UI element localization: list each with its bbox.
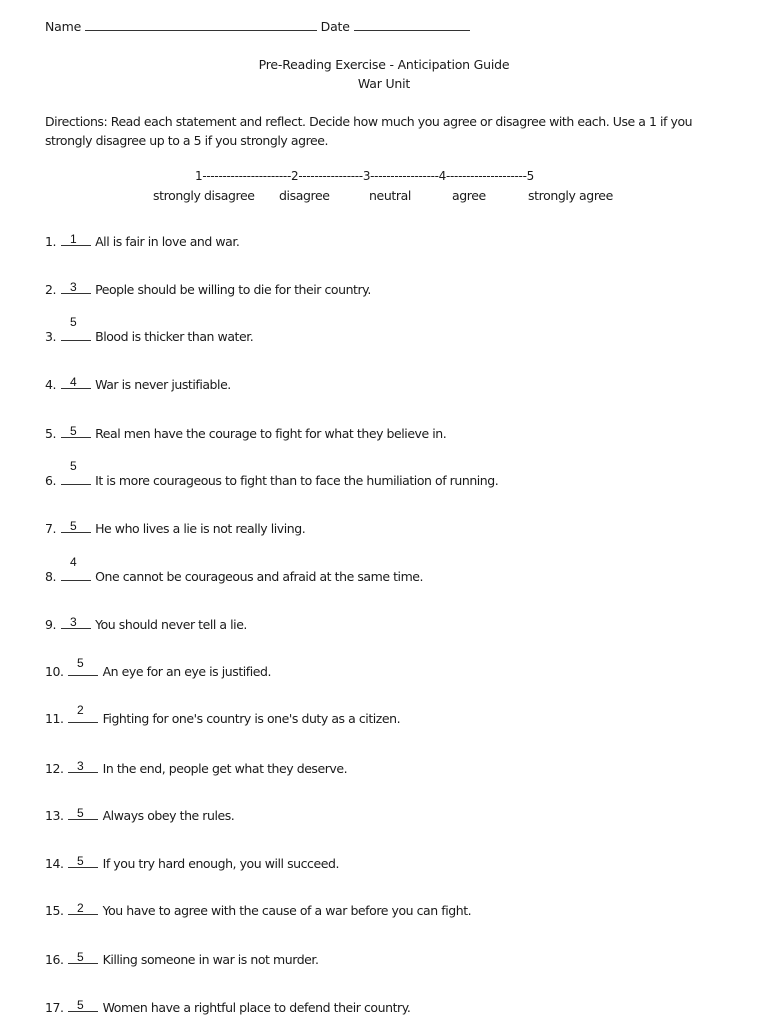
scale-label-1: strongly disagree (153, 188, 255, 203)
answer-value: 4 (70, 375, 77, 389)
answer-blank[interactable] (61, 330, 91, 341)
answer-value: 3 (70, 615, 77, 629)
answer-value: 5 (70, 459, 77, 473)
statement-text: War is never justifiable. (91, 377, 231, 392)
statement-row (45, 282, 371, 297)
statement-number: 7. (45, 521, 60, 536)
statement-number: 12. (45, 761, 68, 776)
statement-text: People should be willing to die for their country. (91, 282, 371, 297)
statement-number: 13. (45, 808, 68, 823)
statement-number: 16. (45, 952, 68, 967)
scale-label-5: strongly agree (528, 188, 613, 203)
statement-number: 5. (45, 426, 60, 441)
answer-value: 3 (77, 759, 84, 773)
date-field-line[interactable] (354, 20, 470, 31)
name-field-line[interactable] (85, 20, 317, 31)
statement-row (45, 808, 234, 823)
statement-row (45, 903, 471, 918)
answer-value: 5 (77, 950, 84, 964)
statement-text: He who lives a lie is not really living. (91, 521, 306, 536)
statement-number: 6. (45, 473, 60, 488)
statement-number: 15. (45, 903, 68, 918)
statement-number: 10. (45, 664, 68, 679)
statement-text: Real men have the courage to fight for what they believe in. (91, 426, 447, 441)
statement-number: 4. (45, 377, 60, 392)
statement-text: Killing someone in war is not murder. (99, 952, 319, 967)
statement-text: You have to agree with the cause of a war before you can fight. (99, 903, 472, 918)
answer-value: 5 (70, 519, 77, 533)
answer-value: 5 (77, 854, 84, 868)
statement-text: You should never tell a lie. (91, 617, 247, 632)
statement-number: 3. (45, 329, 60, 344)
statement-row (45, 426, 446, 441)
statement-number: 8. (45, 569, 60, 584)
statement-row (45, 711, 400, 726)
answer-value: 5 (77, 998, 84, 1012)
statement-row (45, 1000, 410, 1015)
page-title: Pre-Reading Exercise - Anticipation Guide (258, 57, 510, 72)
statement-text: An eye for an eye is justified. (99, 664, 272, 679)
statement-text: Fighting for one's country is one's duty as a citizen. (99, 711, 401, 726)
rating-scale-line: 1----------------------2----------------3-----------------4--------------------5 (195, 169, 534, 183)
statement-text: If you try hard enough, you will succeed. (99, 856, 339, 871)
answer-value: 5 (77, 806, 84, 820)
answer-blank[interactable] (61, 570, 91, 581)
statement-text: Always obey the rules. (99, 808, 235, 823)
answer-value: 5 (70, 315, 77, 329)
scale-label-3: neutral (369, 188, 411, 203)
answer-value: 3 (70, 280, 77, 294)
statement-text: Women have a rightful place to defend their country. (99, 1000, 411, 1015)
answer-value: 4 (70, 555, 77, 569)
statement-number: 17. (45, 1000, 68, 1015)
statement-text: One cannot be courageous and afraid at the same time. (91, 569, 424, 584)
answer-blank[interactable] (61, 474, 91, 485)
name-label: Name (45, 19, 82, 34)
scale-label-2: disagree (279, 188, 330, 203)
answer-value: 1 (70, 232, 77, 246)
statement-row (45, 329, 253, 344)
directions-text: Directions: Read each statement and reflect. Decide how much you agree or disagree with each. Use a 1 if you strongly disagree up to a 5 if you strongly agree. (45, 114, 693, 148)
statement-row (45, 521, 305, 536)
answer-value: 2 (77, 703, 84, 717)
statement-number: 1. (45, 234, 60, 249)
answer-value: 2 (77, 901, 84, 915)
header-row (45, 19, 470, 34)
statement-text: Blood is thicker than water. (91, 329, 254, 344)
date-label: Date (320, 19, 350, 34)
statement-row (45, 856, 339, 871)
answer-value: 5 (77, 656, 84, 670)
statement-row (45, 952, 319, 967)
statement-row (45, 473, 498, 488)
statement-number: 9. (45, 617, 60, 632)
statement-text: All is fair in love and war. (91, 234, 240, 249)
statement-text: In the end, people get what they deserve. (99, 761, 348, 776)
statement-number: 2. (45, 282, 60, 297)
statement-row (45, 569, 423, 584)
statement-number: 11. (45, 711, 68, 726)
statement-number: 14. (45, 856, 68, 871)
statement-text: It is more courageous to fight than to face the humiliation of running. (91, 473, 499, 488)
scale-label-4: agree (452, 188, 486, 203)
answer-value: 5 (70, 424, 77, 438)
page-subtitle: War Unit (357, 76, 411, 91)
statement-row (45, 761, 347, 776)
